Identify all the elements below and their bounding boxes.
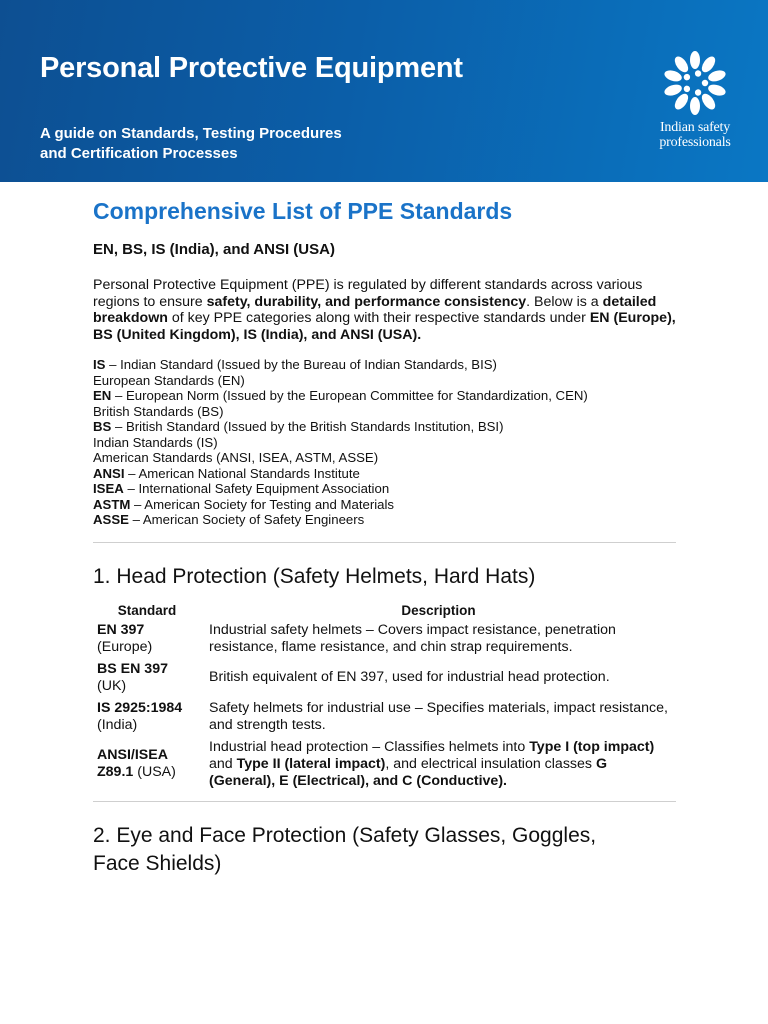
abbreviation-item xyxy=(93,419,676,435)
table-row xyxy=(93,659,676,698)
description-text: Industrial head protection – Classifies helmets into xyxy=(209,738,530,755)
abbreviation-term: IS xyxy=(93,357,106,372)
banner-title: Personal Protective Equipment xyxy=(40,52,463,84)
abbreviation-text: American Standards (ANSI, ISEA, ASTM, ASSE) xyxy=(93,450,379,465)
logo-text-line1: Indian safety xyxy=(659,120,731,135)
column-header-description: Description xyxy=(401,602,476,618)
standard-code: ANSI/ISEA Z89.1 xyxy=(97,747,168,780)
abbreviation-item xyxy=(93,373,676,389)
description-text: and xyxy=(209,755,237,772)
abbreviation-term: BS xyxy=(93,419,112,434)
abbreviation-text: – American Society of Safety Engineers xyxy=(128,512,365,527)
description-cell: Safety helmets for industrial use – Specifies materials, impact resistance, and strength tests. xyxy=(209,699,668,733)
section-heading-eye-protection: 2. Eye and Face Protection (Safety Glasses, Goggles, Face Shields) xyxy=(93,823,597,875)
abbreviation-text: – Indian Standard (Issued by the Bureau of Indian Standards, BIS) xyxy=(105,357,497,372)
abbreviation-item xyxy=(93,481,676,497)
abbreviation-item xyxy=(93,357,676,373)
page-title: Comprehensive List of PPE Standards xyxy=(93,198,513,224)
abbreviation-term: EN xyxy=(93,388,112,403)
page-subheading: EN, BS, IS (India), and ANSI (USA) xyxy=(93,241,335,258)
abbreviation-item xyxy=(93,450,676,466)
banner-subtitle-line2: and Certification Processes xyxy=(40,145,238,162)
header-banner xyxy=(0,0,768,182)
abbreviation-text: – European Norm (Issued by the European Committee for Standardization, CEN) xyxy=(111,388,588,403)
standard-cell xyxy=(93,659,201,698)
indian-safety-professionals-logo xyxy=(640,48,750,150)
banner-subtitle-line1: A guide on Standards, Testing Procedures xyxy=(40,125,342,142)
head-protection-table xyxy=(93,603,676,793)
column-header-standard: Standard xyxy=(117,602,177,618)
standard-code: EN 397 xyxy=(97,621,145,638)
abbreviation-text: European Standards (EN) xyxy=(93,372,245,388)
section-heading-head-protection: 1. Head Protection (Safety Helmets, Hard Hats) xyxy=(93,564,536,588)
starburst-icon xyxy=(660,48,730,118)
intro-emphasis: safety, durability, and performance consistency xyxy=(206,293,527,310)
intro-text: . Below is a xyxy=(526,293,603,310)
standard-cell xyxy=(93,620,201,659)
standard-region: (UK) xyxy=(97,677,127,694)
abbreviation-text: Indian Standards (IS) xyxy=(93,434,218,450)
banner-subtitle xyxy=(40,124,342,164)
abbreviation-item xyxy=(93,497,676,513)
abbreviation-term: ANSI xyxy=(93,465,125,481)
abbreviation-text: – British Standard (Issued by the British Standards Institution, BSI) xyxy=(111,419,504,434)
logo-text xyxy=(640,120,750,150)
abbreviation-item xyxy=(93,466,676,482)
abbreviation-term: ASTM xyxy=(93,496,131,512)
intro-emphasis: EN (Europe), BS (United Kingdom), IS (India), and ANSI (USA). xyxy=(93,310,676,343)
abbreviation-text: – American National Standards Institute xyxy=(124,465,360,481)
description-emphasis: G (General), E (Electrical), and C (Conductive). xyxy=(209,755,607,789)
description-cell xyxy=(201,737,676,793)
description-cell: Industrial safety helmets – Covers impact resistance, penetration resistance, flame resistance, and chin strap requirements. xyxy=(209,621,616,655)
standard-cell xyxy=(93,698,201,737)
intro-text: of key PPE categories along with their respective standards under xyxy=(167,310,590,326)
table-row xyxy=(93,737,676,793)
document-body xyxy=(93,182,676,878)
description-text: , and electrical insulation classes xyxy=(385,755,596,772)
standard-code: IS 2925:1984 xyxy=(97,699,183,716)
abbreviation-list xyxy=(93,357,676,528)
section-divider xyxy=(93,801,676,802)
abbreviation-term: ASSE xyxy=(93,512,129,527)
abbreviation-item xyxy=(93,404,676,420)
intro-emphasis: detailed breakdown xyxy=(93,293,657,326)
section-divider xyxy=(93,542,676,543)
abbreviation-item xyxy=(93,512,676,528)
abbreviation-item xyxy=(93,435,676,451)
abbreviation-item xyxy=(93,388,676,404)
standard-code: BS EN 397 xyxy=(97,660,168,677)
abbreviation-text: – International Safety Equipment Association xyxy=(123,481,390,496)
standard-cell xyxy=(93,737,201,793)
description-emphasis: Type I (top impact) xyxy=(529,738,655,755)
table-row xyxy=(93,620,676,659)
table-row xyxy=(93,698,676,737)
logo-text-line2: professionals xyxy=(659,135,731,150)
intro-paragraph xyxy=(93,277,676,343)
abbreviation-term: ISEA xyxy=(93,481,124,496)
standard-region: (Europe) xyxy=(97,638,153,655)
intro-text: Personal Protective Equipment (PPE) is regulated by different standards across various regions to ensure xyxy=(93,277,643,310)
abbreviation-text: – American Society for Testing and Materials xyxy=(130,496,395,512)
description-cell: British equivalent of EN 397, used for industrial head protection. xyxy=(209,669,610,685)
description-emphasis: Type II (lateral impact) xyxy=(236,755,386,772)
abbreviation-text: British Standards (BS) xyxy=(93,403,224,419)
table-header-row xyxy=(93,603,676,620)
standard-region: (USA) xyxy=(137,764,176,780)
standard-region: (India) xyxy=(97,716,138,733)
